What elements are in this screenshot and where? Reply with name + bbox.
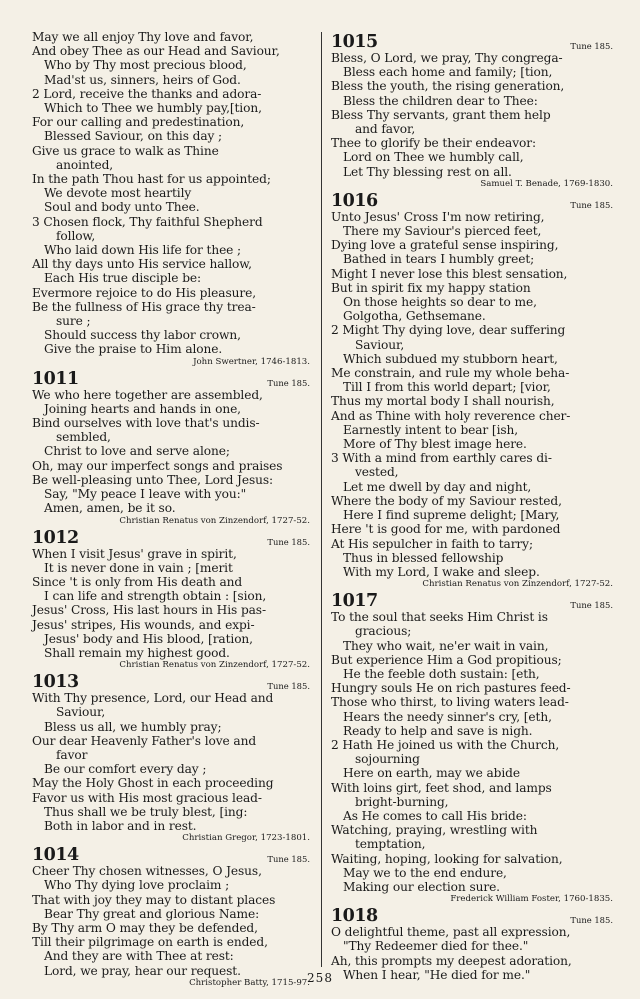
verse-line: Till I from this world depart; [vior, <box>343 380 551 395</box>
verse-line: Our dear Heavenly Father's love and <box>32 733 257 748</box>
verse-line: We devote most heartily <box>44 186 192 201</box>
hymn-author: Christian Renatus von Zinzendorf, 1727-52. <box>119 515 310 526</box>
tune-label: Tune 185. <box>267 377 310 388</box>
verse-line: Here I find supreme delight; [Mary, <box>343 508 560 523</box>
verse-line: With my Lord, I wake and sleep. <box>343 564 540 579</box>
verse-line: Bless Thy servants, grant them help <box>331 107 551 122</box>
hymn-header <box>331 190 613 210</box>
verse-line: 3 With a mind from earthly cares di- <box>331 451 552 466</box>
verse-line: Both in labor and in rest. <box>44 818 197 833</box>
verse-line: Who by Thy most precious blood, <box>44 58 247 73</box>
verse-line: With loins girt, feet shod, and lamps <box>331 780 552 795</box>
verse-line: To the soul that seeks Him Christ is <box>331 610 548 625</box>
verse-line: Bear Thy great and glorious Name: <box>44 906 260 921</box>
verse-line: With Thy presence, Lord, our Head and <box>32 691 274 706</box>
verse-line: favor <box>56 747 88 762</box>
verse-line: As He comes to call His bride: <box>343 808 527 823</box>
verse-line: 2 Might Thy dying love, dear suffering <box>331 323 566 338</box>
tune-label: Tune 185. <box>570 600 613 611</box>
hymn-header <box>32 527 310 547</box>
verse-line: In the path Thou hast for us appointed; <box>32 172 271 187</box>
verse-line: Which to Thee we humbly pay,[tion, <box>44 101 262 116</box>
verse-line: We who here together are assembled, <box>32 387 263 402</box>
verse-line: Bathed in tears I humbly greet; <box>343 252 535 267</box>
verse-line: Bind ourselves with love that's undis- <box>32 416 260 431</box>
hymn-number: 1017 <box>331 591 378 612</box>
verse-line: and favor, <box>355 122 416 137</box>
verse-line: Which subdued my stubborn heart, <box>343 351 558 366</box>
verse-line: O delightful theme, past all expression, <box>331 925 571 940</box>
hymn-number: 1013 <box>32 672 79 693</box>
verse-line: Should success thy labor crown, <box>44 328 241 343</box>
verse-line: Cheer Thy chosen witnesses, O Jesus, <box>32 864 262 879</box>
hymn-number: 1011 <box>32 368 79 389</box>
verse-line: Thus shall we be truly blest, [ing: <box>44 804 248 819</box>
hymn-header <box>32 368 310 388</box>
verse-line: follow, <box>56 228 96 243</box>
verse-line: For our calling and predestination, <box>32 115 245 130</box>
verse-line: Unto Jesus' Cross I'm now retiring, <box>331 209 545 224</box>
verse-line: Waiting, hoping, looking for salvation, <box>331 851 563 866</box>
hymn-author: Samuel T. Benade, 1769-1830. <box>480 178 613 189</box>
verse-line: Oh, may our imperfect songs and praises <box>32 458 283 473</box>
column-divider <box>321 32 322 967</box>
verse-line: Shall remain my highest good. <box>44 645 230 660</box>
verse-line: 2 Lord, receive the thanks and adora- <box>32 86 262 101</box>
verse-line: Hungry souls He on rich pastures feed- <box>331 681 571 696</box>
hymn-author: Christian Renatus von Zinzendorf, 1727-52. <box>119 660 310 671</box>
verse-line: Be our comfort every day ; <box>44 762 207 777</box>
verse-line: Thee to glorify be their endeavor: <box>331 136 536 151</box>
verse-line: When I visit Jesus' grave in spirit, <box>32 546 237 561</box>
verse-line: Who laid down His life for thee ; <box>44 243 242 258</box>
verse-line: Bless the youth, the rising generation, <box>331 79 565 94</box>
verse-line: Where the body of my Saviour rested, <box>331 493 562 508</box>
verse-line: Soul and body unto Thee. <box>44 200 200 215</box>
verse-line: Watching, praying, wrestling with <box>331 823 538 838</box>
hymn-number: 1012 <box>32 527 79 548</box>
verse-line: He the feeble doth sustain: [eth, <box>343 666 540 681</box>
verse-line: Give the praise to Him alone. <box>44 342 223 357</box>
verse-line: Jesus' body and His blood, [ration, <box>44 631 253 646</box>
verse-line: Thus in blessed fellowship <box>343 550 504 565</box>
verse-line: And as Thine with holy reverence cher- <box>331 408 571 423</box>
verse-line: Lord, we pray, hear our request. <box>44 963 241 978</box>
verse-line: When I hear, "He died for me." <box>343 967 531 982</box>
hymn-header <box>331 31 613 51</box>
verse-line: More of Thy blest image here. <box>343 437 527 452</box>
verse-line: They who wait, ne'er wait in vain, <box>343 638 549 653</box>
hymn-author: Christopher Batty, 1715-97. <box>189 977 310 988</box>
verse-line: Lord on Thee we humbly call, <box>343 150 524 165</box>
verse-line: anointed, <box>56 157 114 172</box>
verse-line: sure ; <box>56 314 91 329</box>
verse-line: Bless, O Lord, we pray, Thy congrega- <box>331 51 563 65</box>
verse-line: Thus my mortal body I shall nourish, <box>331 394 555 409</box>
verse-line: But experience Him a God propitious; <box>331 652 562 667</box>
verse-line: Ah, this prompts my deepest adoration, <box>331 953 572 968</box>
verse-line: Christ to love and serve alone; <box>44 444 230 459</box>
verse-line: Amen, amen, be it so. <box>44 501 176 516</box>
verse-line: But in spirit fix my happy station <box>331 280 531 295</box>
verse-line: "Thy Redeemer died for thee." <box>343 939 529 954</box>
verse-line: temptation, <box>355 837 426 852</box>
verse-line: Say, "My peace I leave with you:" <box>44 487 247 502</box>
verse-line: Saviour, <box>56 705 106 720</box>
hymn-number: 1016 <box>331 190 378 211</box>
verse-line: At His sepulcher in faith to tarry; <box>331 536 533 551</box>
verse-line: By Thy arm O may they be defended, <box>32 920 258 935</box>
verse-line: May we all enjoy Thy love and favor, <box>32 30 254 44</box>
verse-line: Saviour, <box>355 337 405 352</box>
hymn-number: 1014 <box>32 845 79 866</box>
verse-line: Evermore rejoice to do His pleasure, <box>32 285 256 300</box>
verse-line: May we to the end endure, <box>343 865 507 880</box>
tune-label: Tune 185. <box>267 854 310 865</box>
verse-line: 2 Hath He joined us with the Church, <box>331 737 560 752</box>
verse-line: Till their pilgrimage on earth is ended, <box>32 935 268 950</box>
verse-line: Let me dwell by day and night, <box>343 479 532 494</box>
verse-line: Jesus' stripes, His wounds, and expi- <box>32 617 255 632</box>
verse-line: Since 't is only from His death and <box>32 574 243 589</box>
verse-line: Joining hearts and hands in one, <box>44 401 241 416</box>
verse-line: bright-burning, <box>355 794 449 809</box>
verse-line: All thy days unto His service hallow, <box>32 257 252 272</box>
verse-line: Bless the children dear to Thee: <box>343 93 538 108</box>
verse-line: Making our election sure. <box>343 879 500 894</box>
page-number: 258 <box>307 971 333 985</box>
verse-line: Might I never lose this blest sensation, <box>331 266 568 281</box>
verse-line: It is never done in vain ; [merit <box>44 560 233 575</box>
verse-line: There my Saviour's pierced feet, <box>343 224 542 239</box>
verse-line: Me constrain, and rule my whole beha- <box>331 366 570 381</box>
verse-line: Ready to help and save is nigh. <box>343 723 533 738</box>
verse-line: Jesus' Cross, His last hours in His pas- <box>32 603 266 618</box>
tune-label: Tune 185. <box>267 681 310 692</box>
verse-line: Favor us with His most gracious lead- <box>32 790 262 805</box>
verse-line: vested, <box>355 465 399 480</box>
verse-line: Each His true disciple be: <box>44 271 202 286</box>
hymn-author: Christian Gregor, 1723-1801. <box>182 833 310 844</box>
hymn-number: 1015 <box>331 32 378 52</box>
verse-line: Bless us all, we humbly pray; <box>44 719 222 734</box>
verse-line: Here 't is good for me, with pardoned <box>331 522 561 537</box>
verse-line: Here on earth, may we abide <box>343 766 520 781</box>
verse-line: I can life and strength obtain : [sion, <box>44 589 267 604</box>
hymn-author: John Swertner, 1746-1813. <box>193 356 310 367</box>
verse-line: sembled, <box>56 430 111 445</box>
verse-line: Let Thy blessing rest on all. <box>343 164 512 179</box>
verse-line: Who Thy dying love proclaim ; <box>44 878 230 893</box>
verse-line: Be the fullness of His grace thy trea- <box>32 299 256 314</box>
verse-line: gracious; <box>355 624 412 639</box>
tune-label: Tune 185. <box>267 536 310 547</box>
hymn-header <box>32 671 310 691</box>
left-column <box>32 30 310 988</box>
hymn-author: Christian Renatus von Zinzendorf, 1727-52. <box>422 579 613 590</box>
tune-label: Tune 185. <box>570 41 613 51</box>
verse-line: Mad'st us, sinners, heirs of God. <box>44 72 241 87</box>
verse-line: May the Holy Ghost in each proceeding <box>32 776 274 791</box>
verse-line: Golgotha, Gethsemane. <box>343 309 486 324</box>
tune-label: Tune 185. <box>570 915 613 926</box>
hymn-header <box>331 590 613 610</box>
hymn-author: Frederick William Foster, 1760-1835. <box>450 894 613 905</box>
verse-line: Bless each home and family; [tion, <box>343 65 553 80</box>
verse-line: Hears the needy sinner's cry, [eth, <box>343 709 552 724</box>
verse-line: Those who thirst, to living waters lead- <box>331 695 569 710</box>
verse-line: And obey Thee as our Head and Saviour, <box>32 44 280 59</box>
tune-label: Tune 185. <box>570 199 613 210</box>
verse-line: Be well-pleasing unto Thee, Lord Jesus: <box>32 472 274 487</box>
verse-line: That with joy they may to distant places <box>32 892 276 907</box>
right-column <box>331 30 613 982</box>
hymn-header <box>32 844 310 864</box>
hymn-header <box>331 905 613 925</box>
verse-line: 3 Chosen flock, Thy faithful Shepherd <box>32 214 263 229</box>
verse-line: Dying love a grateful sense inspiring, <box>331 238 559 253</box>
verse-line: And they are with Thee at rest: <box>44 949 234 964</box>
hymn-number: 1018 <box>331 906 378 927</box>
verse-line: Give us grace to walk as Thine <box>32 143 219 158</box>
verse-line: On those heights so dear to me, <box>343 295 537 310</box>
verse-line: Earnestly intent to bear [ish, <box>343 422 519 437</box>
verse-line: sojourning <box>355 752 420 767</box>
verse-line: Blessed Saviour, on this day ; <box>44 129 223 144</box>
